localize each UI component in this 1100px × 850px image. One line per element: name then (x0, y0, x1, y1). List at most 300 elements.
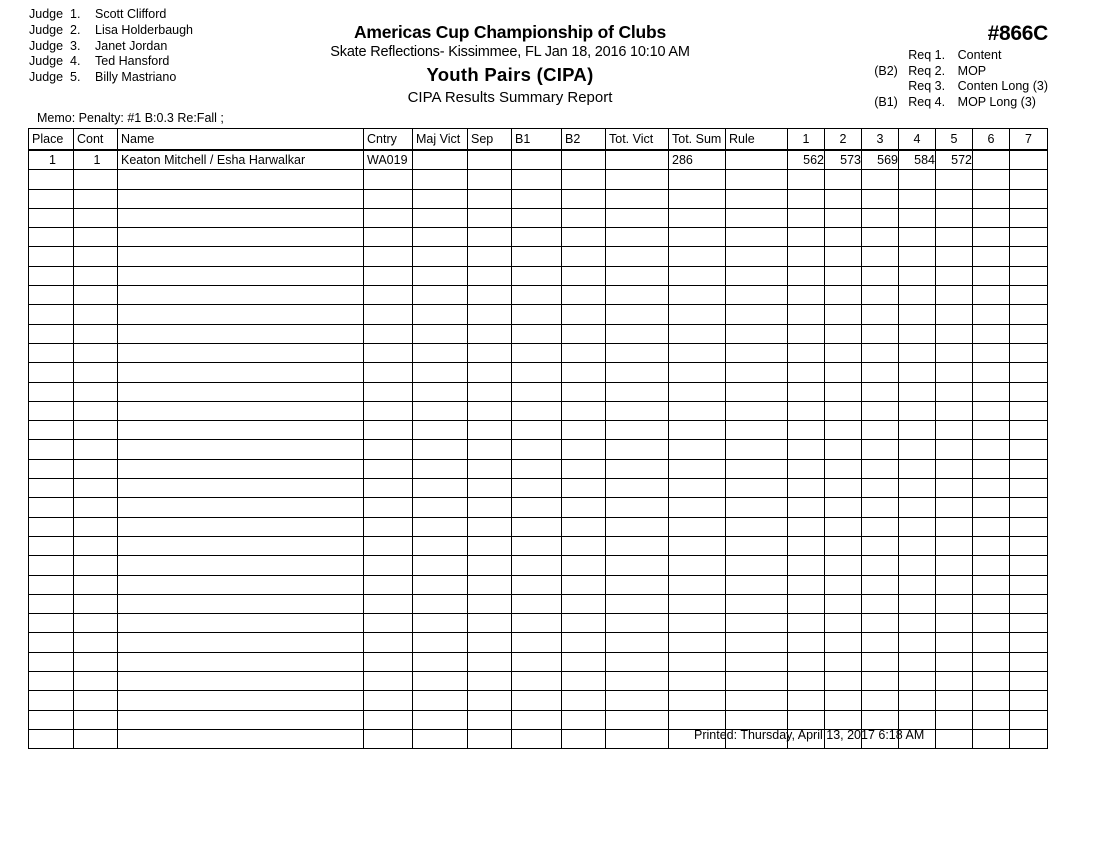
cell-empty (669, 247, 726, 266)
cell-empty (562, 594, 606, 613)
cell-empty (862, 324, 899, 343)
cell-empty (788, 594, 825, 613)
cell-empty (562, 575, 606, 594)
cell-empty (74, 459, 118, 478)
cell-empty (364, 228, 413, 247)
cell-empty (1010, 440, 1048, 459)
cell-empty (413, 286, 468, 305)
cell-empty (29, 556, 74, 575)
cell-empty (788, 479, 825, 498)
cell-empty (726, 498, 788, 517)
table-row-empty[interactable] (29, 556, 1048, 575)
cell-empty (562, 517, 606, 536)
cell-empty (118, 498, 364, 517)
cell-empty (512, 614, 562, 633)
cell-empty (413, 498, 468, 517)
cell-empty (1010, 594, 1048, 613)
results-table (28, 128, 1048, 749)
cell-empty (512, 498, 562, 517)
cell-empty (788, 614, 825, 633)
cell-empty (118, 286, 364, 305)
cell-empty (74, 363, 118, 382)
cell-empty (606, 382, 669, 401)
table-row-empty[interactable] (29, 286, 1048, 305)
judge-name: Lisa Holderbaugh (95, 22, 194, 37)
cell-empty (606, 363, 669, 382)
cell-empty (669, 633, 726, 652)
cell-empty (29, 247, 74, 266)
table-row-empty[interactable] (29, 691, 1048, 710)
cell-empty (862, 498, 899, 517)
cell-empty (788, 247, 825, 266)
cell-empty (899, 305, 936, 324)
cell-empty (413, 594, 468, 613)
requirement-row (874, 48, 1048, 64)
cell-empty (562, 421, 606, 440)
cell-empty (788, 691, 825, 710)
table-row-empty[interactable] (29, 498, 1048, 517)
cell-empty (118, 691, 364, 710)
cell-empty (726, 189, 788, 208)
cell-empty (118, 594, 364, 613)
table-row-empty[interactable] (29, 479, 1048, 498)
cell-empty (899, 479, 936, 498)
cell-empty (726, 710, 788, 729)
column-header-judge: 6 (973, 129, 1010, 151)
cell-empty (788, 286, 825, 305)
table-row-empty[interactable] (29, 594, 1048, 613)
cell-empty (364, 729, 413, 748)
cell-empty (413, 401, 468, 420)
table-row-empty[interactable] (29, 652, 1048, 671)
cell-empty (862, 228, 899, 247)
cell-empty (936, 672, 973, 691)
cell-empty (825, 459, 862, 478)
cell-empty (669, 575, 726, 594)
cell-empty (862, 710, 899, 729)
cell-empty (29, 517, 74, 536)
cell-empty (606, 459, 669, 478)
cell-empty (788, 189, 825, 208)
cell-empty (669, 498, 726, 517)
cell-empty (825, 228, 862, 247)
cell-empty (936, 343, 973, 362)
cell-empty (899, 517, 936, 536)
cell-empty (825, 672, 862, 691)
cell-empty (364, 247, 413, 266)
cell-empty (788, 324, 825, 343)
cell-empty (1010, 633, 1048, 652)
cell-maj-vict (413, 150, 468, 170)
cell-empty (973, 479, 1010, 498)
table-row-empty[interactable] (29, 459, 1048, 478)
cell-empty (862, 286, 899, 305)
judge-number: 5. (70, 70, 81, 85)
judges-list (29, 7, 193, 86)
cell-empty (562, 189, 606, 208)
cell-empty (862, 382, 899, 401)
cell-empty (606, 421, 669, 440)
cell-empty (606, 556, 669, 575)
cell-empty (512, 343, 562, 362)
cell-empty (973, 228, 1010, 247)
cell-empty (899, 652, 936, 671)
requirement-number: 1. (934, 48, 946, 62)
cell-empty (512, 536, 562, 555)
table-row-empty[interactable] (29, 170, 1048, 189)
cell-empty (512, 421, 562, 440)
cell-empty (669, 652, 726, 671)
cell-empty (413, 440, 468, 459)
cell-empty (118, 633, 364, 652)
cell-empty (118, 189, 364, 208)
cell-empty (936, 517, 973, 536)
cell-empty (936, 170, 973, 189)
cell-empty (936, 440, 973, 459)
cell-empty (562, 382, 606, 401)
cell-empty (468, 633, 512, 652)
judge-row (29, 23, 193, 39)
cell-judge-score: 572 (936, 150, 973, 170)
cell-empty (74, 286, 118, 305)
cell-empty (1010, 382, 1048, 401)
cell-empty (468, 266, 512, 285)
cell-empty (825, 401, 862, 420)
cell-empty (512, 633, 562, 652)
cell-empty (669, 286, 726, 305)
cell-empty (726, 575, 788, 594)
cell-empty (118, 710, 364, 729)
requirement-label: Req (908, 48, 932, 62)
cell-empty (899, 324, 936, 343)
cell-empty (862, 421, 899, 440)
column-header: Sep (468, 129, 512, 151)
cell-empty (29, 614, 74, 633)
table-row-empty[interactable] (29, 536, 1048, 555)
requirement-bonus-tag: (B1) (874, 94, 898, 109)
cell-empty (468, 324, 512, 343)
cell-empty (899, 363, 936, 382)
cell-empty (118, 440, 364, 459)
cell-empty (936, 710, 973, 729)
cell-empty (726, 594, 788, 613)
cell-empty (413, 479, 468, 498)
cell-empty (364, 536, 413, 555)
cell-empty (862, 556, 899, 575)
table-row-empty[interactable] (29, 382, 1048, 401)
table-header (29, 129, 1048, 151)
cell-empty (899, 247, 936, 266)
cell-empty (726, 305, 788, 324)
cell-empty (726, 459, 788, 478)
cell-empty (788, 459, 825, 478)
cell-empty (669, 228, 726, 247)
cell-empty (562, 614, 606, 633)
cell-empty (899, 343, 936, 362)
cell-empty (825, 594, 862, 613)
cell-empty (512, 459, 562, 478)
cell-name: Keaton Mitchell / Esha Harwalkar (118, 150, 364, 170)
cell-empty (413, 536, 468, 555)
cell-empty (862, 208, 899, 227)
cell-empty (862, 189, 899, 208)
cell-empty (512, 189, 562, 208)
cell-empty (825, 382, 862, 401)
cell-empty (512, 517, 562, 536)
cell-judge-score: 584 (899, 150, 936, 170)
cell-empty (606, 633, 669, 652)
cell-empty (936, 479, 973, 498)
cell-empty (669, 401, 726, 420)
cell-empty (29, 343, 74, 362)
cell-empty (74, 440, 118, 459)
cell-empty (118, 556, 364, 575)
cell-empty (118, 652, 364, 671)
cell-empty (29, 170, 74, 189)
column-header-judge: 2 (825, 129, 862, 151)
cell-empty (973, 208, 1010, 227)
table-row-empty[interactable] (29, 575, 1048, 594)
cell-empty (669, 305, 726, 324)
cell-empty (562, 729, 606, 748)
cell-empty (669, 459, 726, 478)
cell-empty (74, 421, 118, 440)
table-row-empty[interactable] (29, 517, 1048, 536)
cell-empty (726, 440, 788, 459)
cell-empty (726, 170, 788, 189)
cell-empty (606, 498, 669, 517)
cell-empty (118, 382, 364, 401)
cell-empty (606, 575, 669, 594)
cell-empty (1010, 170, 1048, 189)
cell-empty (413, 343, 468, 362)
cell-empty (936, 247, 973, 266)
cell-empty (973, 729, 1010, 748)
column-header: Tot. Vict (606, 129, 669, 151)
cell-empty (669, 343, 726, 362)
cell-empty (825, 479, 862, 498)
cell-empty (726, 536, 788, 555)
judge-label: Judge (29, 7, 64, 21)
report-subtitle: CIPA Results Summary Report (407, 89, 613, 106)
cell-empty (29, 594, 74, 613)
cell-empty (562, 247, 606, 266)
cell-empty (936, 401, 973, 420)
table-row[interactable] (29, 150, 1048, 170)
cell-empty (788, 440, 825, 459)
cell-empty (726, 421, 788, 440)
cell-empty (936, 633, 973, 652)
cell-empty (726, 363, 788, 382)
cell-empty (973, 324, 1010, 343)
cell-empty (973, 575, 1010, 594)
cell-empty (562, 710, 606, 729)
cell-empty (29, 575, 74, 594)
cell-empty (74, 614, 118, 633)
cell-empty (562, 363, 606, 382)
cell-empty (364, 479, 413, 498)
table-row-empty[interactable] (29, 247, 1048, 266)
cell-empty (413, 556, 468, 575)
cell-empty (936, 421, 973, 440)
cell-empty (74, 305, 118, 324)
cell-empty (74, 729, 118, 748)
cell-empty (512, 672, 562, 691)
cell-empty (74, 401, 118, 420)
cell-empty (669, 672, 726, 691)
cell-empty (669, 517, 726, 536)
requirement-row (874, 79, 1048, 95)
table-row-empty[interactable] (29, 614, 1048, 633)
table-row-empty[interactable] (29, 363, 1048, 382)
cell-empty (74, 382, 118, 401)
cell-cont: 1 (74, 150, 118, 170)
table-row-empty[interactable] (29, 672, 1048, 691)
cell-empty (606, 691, 669, 710)
cell-empty (973, 401, 1010, 420)
cell-empty (74, 691, 118, 710)
cell-empty (973, 459, 1010, 478)
division-title: Youth Pairs (CIPA) (426, 64, 594, 85)
cell-empty (512, 691, 562, 710)
cell-empty (468, 382, 512, 401)
judge-number: 1. (70, 7, 81, 21)
cell-empty (1010, 286, 1048, 305)
cell-empty (1010, 189, 1048, 208)
cell-empty (512, 594, 562, 613)
column-header: Name (118, 129, 364, 151)
cell-empty (74, 479, 118, 498)
cell-empty (936, 363, 973, 382)
cell-empty (825, 536, 862, 555)
table-row-empty[interactable] (29, 401, 1048, 420)
cell-empty (726, 479, 788, 498)
cell-empty (1010, 691, 1048, 710)
table-row-empty[interactable] (29, 324, 1048, 343)
cell-empty (669, 266, 726, 285)
table-row-empty[interactable] (29, 266, 1048, 285)
column-header: B2 (562, 129, 606, 151)
cell-empty (364, 305, 413, 324)
cell-empty (29, 672, 74, 691)
cell-empty (468, 652, 512, 671)
cell-empty (899, 556, 936, 575)
cell-empty (74, 672, 118, 691)
cell-empty (973, 440, 1010, 459)
column-header-judge: 3 (862, 129, 899, 151)
column-header-judge: 5 (936, 129, 973, 151)
cell-empty (973, 614, 1010, 633)
cell-empty (512, 575, 562, 594)
cell-empty (899, 208, 936, 227)
requirement-text: Conten Long (3) (957, 79, 1048, 93)
cell-empty (118, 324, 364, 343)
cell-empty (606, 247, 669, 266)
cell-empty (29, 498, 74, 517)
cell-empty (862, 459, 899, 478)
table-row-empty[interactable] (29, 421, 1048, 440)
requirement-text: MOP (957, 63, 987, 78)
cell-empty (669, 614, 726, 633)
column-header: Place (29, 129, 74, 151)
cell-empty (726, 266, 788, 285)
cell-empty (669, 170, 726, 189)
cell-empty (512, 652, 562, 671)
printed-timestamp: Printed: Thursday, April 13, 2017 6:18 AM (694, 728, 925, 742)
cell-empty (413, 517, 468, 536)
cell-empty (606, 208, 669, 227)
cell-empty (726, 228, 788, 247)
cell-tot-vict (606, 150, 669, 170)
cell-empty (118, 614, 364, 633)
cell-empty (936, 556, 973, 575)
cell-empty (74, 266, 118, 285)
cell-empty (788, 633, 825, 652)
cell-empty (413, 614, 468, 633)
cell-empty (118, 208, 364, 227)
cell-empty (512, 305, 562, 324)
cell-empty (899, 594, 936, 613)
table-row-empty[interactable] (29, 305, 1048, 324)
cell-empty (899, 459, 936, 478)
cell-empty (364, 208, 413, 227)
requirement-text: Content (957, 48, 1002, 62)
cell-empty (512, 266, 562, 285)
requirement-row (874, 64, 1048, 80)
cell-empty (788, 266, 825, 285)
table-row-empty[interactable] (29, 633, 1048, 652)
cell-empty (413, 208, 468, 227)
cell-empty (726, 652, 788, 671)
judge-number: 3. (70, 38, 81, 53)
cell-empty (973, 266, 1010, 285)
cell-empty (788, 363, 825, 382)
cell-empty (936, 652, 973, 671)
memo-line: Memo: Penalty: #1 B:0.3 Re:Fall ; (37, 111, 224, 125)
cell-empty (825, 575, 862, 594)
cell-empty (726, 691, 788, 710)
column-header: Maj Vict (413, 129, 468, 151)
cell-empty (118, 228, 364, 247)
cell-empty (606, 652, 669, 671)
cell-empty (726, 382, 788, 401)
cell-empty (936, 614, 973, 633)
table-row-empty[interactable] (29, 440, 1048, 459)
cell-empty (606, 305, 669, 324)
table-row-empty[interactable] (29, 228, 1048, 247)
table-row-empty[interactable] (29, 208, 1048, 227)
cell-empty (825, 247, 862, 266)
cell-empty (468, 691, 512, 710)
cell-empty (788, 421, 825, 440)
cell-empty (936, 286, 973, 305)
cell-empty (468, 536, 512, 555)
table-row-empty[interactable] (29, 189, 1048, 208)
cell-empty (1010, 498, 1048, 517)
cell-empty (825, 556, 862, 575)
cell-empty (1010, 614, 1048, 633)
cell-empty (788, 536, 825, 555)
cell-empty (1010, 247, 1048, 266)
cell-empty (899, 672, 936, 691)
cell-empty (364, 594, 413, 613)
cell-empty (468, 672, 512, 691)
table-row-empty[interactable] (29, 343, 1048, 362)
cell-empty (825, 652, 862, 671)
cell-empty (364, 710, 413, 729)
table-row-empty[interactable] (29, 710, 1048, 729)
cell-empty (118, 363, 364, 382)
